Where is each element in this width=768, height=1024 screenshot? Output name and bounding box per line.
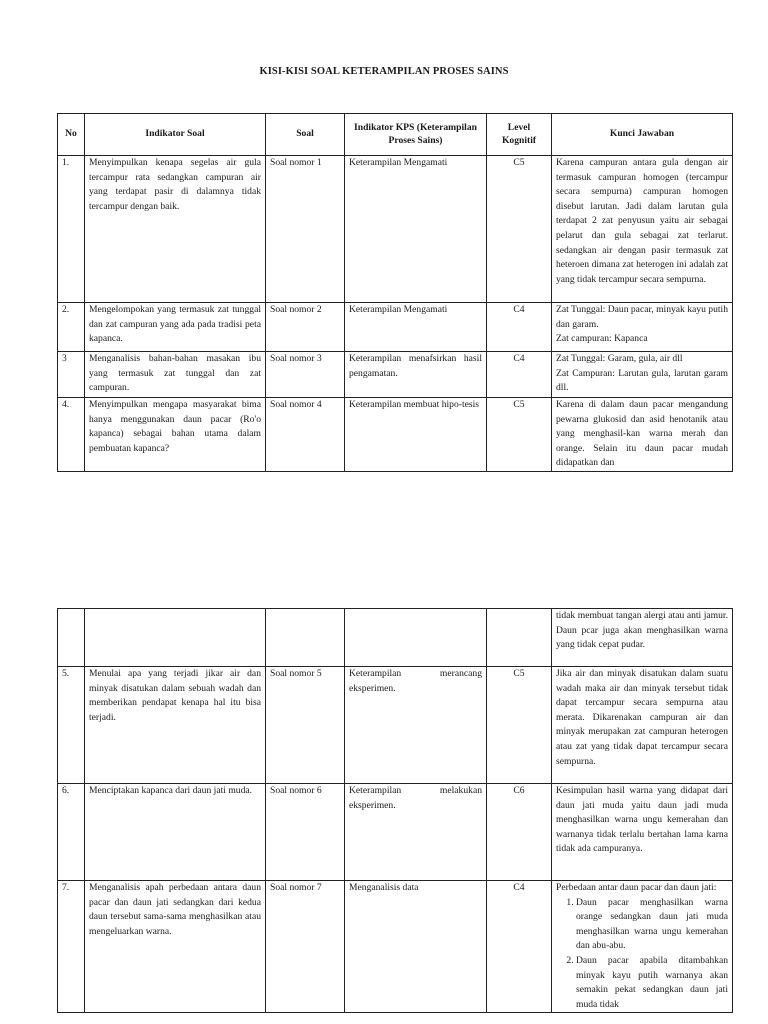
row-indikator: Menganalisis bahan-bahan masakan ibu yang termasuk zat tunggal dan zat campuran. bbox=[85, 352, 266, 398]
kunci-zat-tunggal: Zat Tunggal: Garam, gula, air dll bbox=[556, 353, 683, 364]
kunci-zat-campuran: Zat campuran: Kapanca bbox=[556, 333, 648, 345]
row-kps bbox=[345, 609, 487, 667]
row-level: C5 bbox=[487, 156, 552, 303]
row-level: C4 bbox=[487, 352, 552, 398]
row-soal: Soal nomor 7 bbox=[266, 881, 345, 1013]
row-no: 6. bbox=[58, 784, 85, 881]
row-level: C4 bbox=[487, 303, 552, 352]
table-row bbox=[58, 667, 733, 784]
row-kunci: Kesimpulan hasil warna yang didapat dari daun jati muda yaitu daun jadi muda menghasilkan warna ungu kemerahan dan warnanya tidak terlalu bertahan lama karna tidak ada campuranya. bbox=[552, 784, 733, 881]
kunci-list bbox=[556, 896, 728, 1013]
row-kunci: Karena di dalam daun pacar mengandung pewarna glukosid dan asid henotanik atau yang menghasil-kan warna merah dan orange. Selain itu daun pacar mudah didapatkan dan bbox=[552, 398, 733, 472]
table-row-continuation bbox=[58, 609, 733, 667]
row-soal: Soal nomor 2 bbox=[266, 303, 345, 352]
row-soal: Soal nomor 1 bbox=[266, 156, 345, 303]
header-indikator-kps: Indikator KPS (Keterampilan Proses Sains) bbox=[345, 114, 487, 156]
header-kunci-jawaban: Kunci Jawaban bbox=[552, 114, 733, 156]
row-no: 2. bbox=[58, 303, 85, 352]
header-soal: Soal bbox=[266, 114, 345, 156]
table-row bbox=[58, 303, 733, 352]
row-soal: Soal nomor 6 bbox=[266, 784, 345, 881]
row-indikator: Menciptakan kapanca dari daun jati muda. bbox=[85, 784, 266, 881]
row-no: 4. bbox=[58, 398, 85, 472]
row-kps: Keterampilan menafsirkan hasil pengamatan. bbox=[345, 352, 487, 398]
row-indikator: Mengelompokan yang termasuk zat tunggal dan zat campuran yang ada pada tradisi peta kapanca. bbox=[85, 303, 266, 352]
table-row bbox=[58, 398, 733, 472]
table-row bbox=[58, 352, 733, 398]
row-indikator: Menulai apa yang terjadi jikar air dan minyak disatukan dalam sebuah wadah dan memberikan pendapat kenapa hal itu bisa terjadi. bbox=[85, 667, 266, 784]
row-no: 5. bbox=[58, 667, 85, 784]
row-indikator bbox=[85, 609, 266, 667]
row-level: C6 bbox=[487, 784, 552, 881]
table-header-row bbox=[58, 114, 733, 156]
row-soal: Soal nomor 3 bbox=[266, 352, 345, 398]
row-kunci bbox=[552, 352, 733, 398]
row-indikator: Menganalisis apah perbedaan antara daun pacar dan daun jati sedangkan dari kedua daun tersebut sama-sama menghasilkan atau mengeluarkan warna. bbox=[85, 881, 266, 1013]
kunci-zat-tunggal: Zat Tunggal: Daun pacar, minyak kayu putih dan garam. bbox=[556, 304, 729, 330]
header-no: No bbox=[58, 114, 85, 156]
row-indikator: Menyimpulkan kenapa segelas air gula tercampur rata sedangkan campuran air yang terdapat pasir di dalamnya tidak tercampur dengan baik. bbox=[85, 156, 266, 303]
row-level: C5 bbox=[487, 667, 552, 784]
header-indikator-soal: Indikator Soal bbox=[85, 114, 266, 156]
kisi-table-part-2 bbox=[57, 608, 733, 1013]
row-level bbox=[487, 609, 552, 667]
row-no bbox=[58, 609, 85, 667]
row-kps: Keterampilan melakukan eksperimen. bbox=[345, 784, 487, 881]
kisi-table-part-1 bbox=[57, 113, 733, 472]
row-kps: Keterampilan Mengamati bbox=[345, 156, 487, 303]
kunci-intro: Perbedaan antar daun pacar dan daun jati: bbox=[556, 882, 717, 893]
row-no: 1. bbox=[58, 156, 85, 303]
row-kunci: tidak membuat tangan alergi atau anti jamur. Daun pcar juga akan menghasilkan warna yang tidak cepat pudar. bbox=[552, 609, 733, 667]
row-indikator: Menyimpulkan mengapa masyarakat bima hanya menggunakan daun pacar (Ro'o kapanca) sebagai bahan utama dalam pembuatan kapanca? bbox=[85, 398, 266, 472]
row-soal: Soal nomor 5 bbox=[266, 667, 345, 784]
row-kps: Keterampilan merancang eksperimen. bbox=[345, 667, 487, 784]
kunci-zat-campuran: Zat Campuran: Larutan gula, larutan garam dll. bbox=[556, 367, 728, 394]
row-no: 7. bbox=[58, 881, 85, 1013]
document-title: KISI-KISI SOAL KETERAMPILAN PROSES SAINS bbox=[259, 66, 509, 77]
list-item: 1. Daun pacar menghasilkan warna orange sedangkan daun jati muda menghasilkan warna ungu kemerahan dan abu-abu. bbox=[576, 896, 728, 954]
row-kunci bbox=[552, 881, 733, 1013]
header-level-kognitif: Level Kognitif bbox=[487, 114, 552, 156]
row-no: 3 bbox=[58, 352, 85, 398]
row-level: C4 bbox=[487, 881, 552, 1013]
row-kunci: Jika air dan minyak disatukan dalam suatu wadah maka air dan minyak tersebut tidak dapat tercampur secara sempurna atau merata. Dikarenakan campuran air dan minyak merupakan zat campuran heterogen atau zat yang tidak dapat tercampur secara sempurna. bbox=[552, 667, 733, 784]
row-kunci: Karena campuran antara gula dengan air termasuk campuran homogen (tercampur secara sempurna) campuran homogen disebut larutan. Jadi dalam larutan gula terdapat 2 zat penyusun yaitu air sebagai pelarut dan gula sebagai zat terlarut. sedangkan air dengan pasir termasuk zat heteroen dimana zat heterogen ini adalah zat yang tidak tercampur secara sempurna. bbox=[552, 156, 733, 303]
row-kps: Keterampilan Mengamati bbox=[345, 303, 487, 352]
row-soal: Soal nomor 4 bbox=[266, 398, 345, 472]
row-kps: Keterampilan membuat hipo-tesis bbox=[345, 398, 487, 472]
table-row bbox=[58, 784, 733, 881]
row-soal bbox=[266, 609, 345, 667]
row-kps: Menganalisis data bbox=[345, 881, 487, 1013]
row-level: C5 bbox=[487, 398, 552, 472]
table-row bbox=[58, 881, 733, 1013]
list-item: 2. Daun pacar apabila ditambahkan minyak kayu putih warnanya akan semakin pekat sedangkan daun jati muda tidak bbox=[576, 954, 728, 1012]
row-kunci bbox=[552, 303, 733, 352]
table-row bbox=[58, 156, 733, 303]
